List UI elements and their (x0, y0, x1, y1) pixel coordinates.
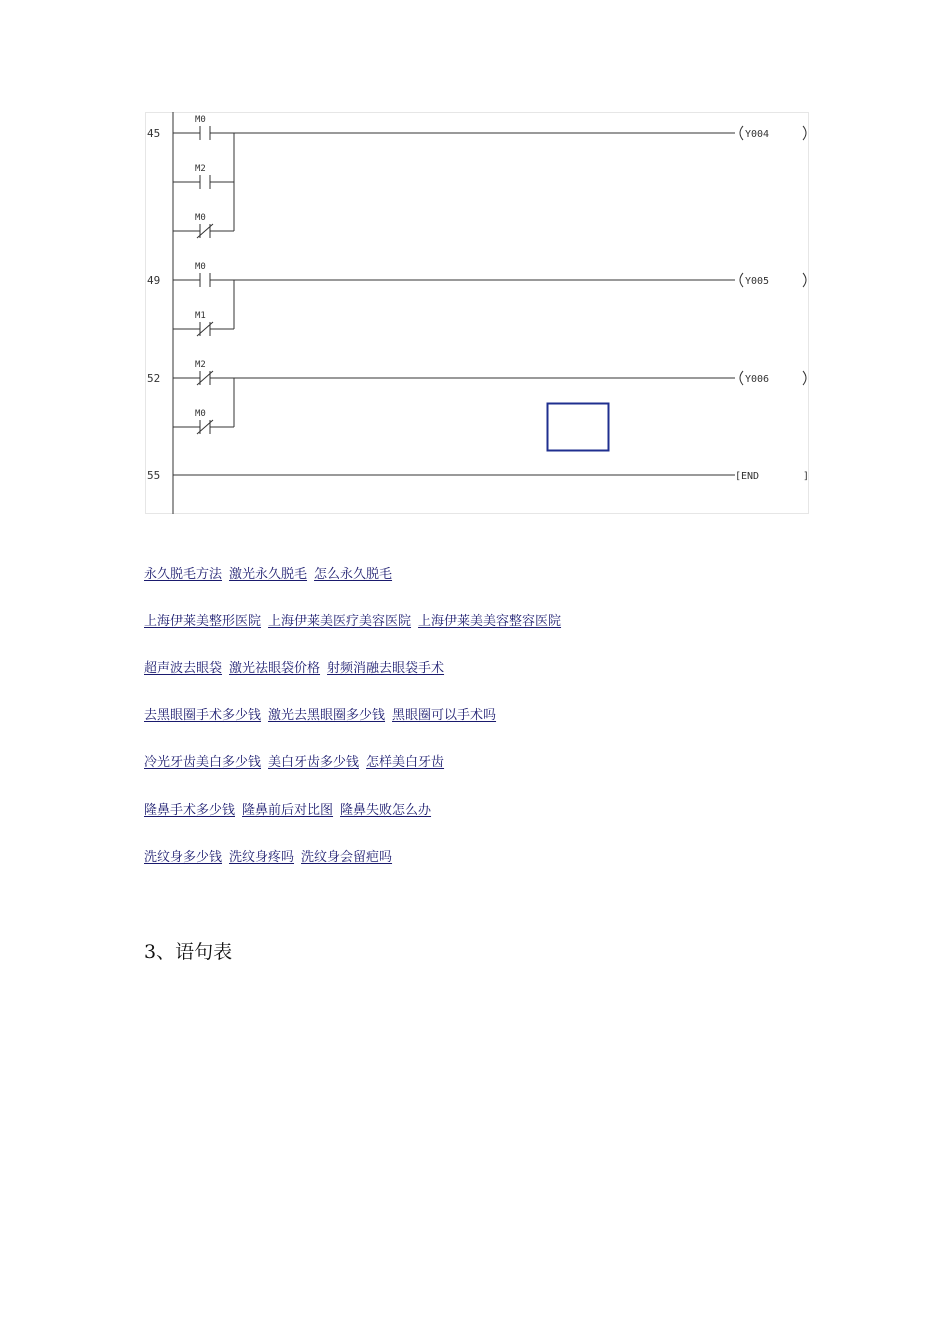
text-link[interactable]: 激光永久脱毛 (229, 567, 308, 582)
contact-label: M0 (195, 409, 206, 419)
text-link[interactable]: 隆鼻手术多少钱 (144, 803, 236, 818)
text-link[interactable]: 激光去黑眼圈多少钱 (268, 708, 386, 723)
link-row (144, 848, 399, 868)
rung-number: 52 (147, 372, 161, 385)
text-link[interactable]: 上海伊莱美整形医院 (144, 614, 262, 629)
link-row (144, 706, 503, 726)
text-link[interactable]: 美白牙齿多少钱 (268, 755, 360, 770)
contact-label: M2 (195, 164, 206, 174)
link-row (144, 659, 451, 679)
rung-number: 45 (147, 127, 161, 140)
text-link[interactable]: 激光祛眼袋价格 (229, 661, 321, 676)
coil-open-paren (740, 273, 743, 287)
link-row (144, 801, 438, 821)
text-link[interactable]: 去黑眼圈手术多少钱 (144, 708, 262, 723)
text-link[interactable]: 怎样美白牙齿 (366, 755, 445, 770)
text-link[interactable]: 洗纹身会留疤吗 (301, 850, 393, 865)
contact-label: M0 (195, 262, 206, 272)
highlight-box (548, 404, 609, 451)
link-row (144, 753, 451, 773)
text-link[interactable]: 冷光牙齿美白多少钱 (144, 755, 262, 770)
text-link[interactable]: 洗纹身多少钱 (144, 850, 223, 865)
text-link[interactable]: 上海伊莱美美容整容医院 (418, 614, 562, 629)
coil-close-paren (803, 126, 806, 140)
text-link[interactable]: 洗纹身疼吗 (229, 850, 295, 865)
link-row (144, 612, 568, 632)
text-link[interactable]: 黑眼圈可以手术吗 (392, 708, 497, 723)
end-instruction: [END (735, 471, 760, 482)
contact-label: M1 (195, 311, 206, 321)
text-link[interactable]: 永久脱毛方法 (144, 567, 223, 582)
text-link[interactable]: 隆鼻前后对比图 (242, 803, 334, 818)
coil-label: Y006 (745, 374, 770, 385)
end-bracket: ] (803, 471, 809, 482)
text-link[interactable]: 射频消融去眼袋手术 (327, 661, 445, 676)
coil-label: Y004 (745, 129, 770, 140)
rung-number: 55 (147, 469, 161, 482)
ladder-diagram (145, 112, 809, 514)
contact-label: M2 (195, 360, 206, 370)
text-link[interactable]: 超声波去眼袋 (144, 661, 223, 676)
coil-open-paren (740, 126, 743, 140)
figure-frame (146, 113, 809, 514)
coil-open-paren (740, 371, 743, 385)
rung-number: 49 (147, 274, 161, 287)
coil-close-paren (803, 371, 806, 385)
text-link[interactable]: 上海伊莱美医疗美容医院 (268, 614, 412, 629)
coil-close-paren (803, 273, 806, 287)
section-heading: 3、语句表 (144, 941, 233, 963)
contact-label: M0 (195, 213, 206, 223)
text-link[interactable]: 隆鼻失败怎么办 (340, 803, 432, 818)
text-link[interactable]: 怎么永久脱毛 (314, 567, 393, 582)
link-row (144, 565, 399, 585)
coil-label: Y005 (745, 276, 770, 287)
contact-label: M0 (195, 115, 206, 125)
